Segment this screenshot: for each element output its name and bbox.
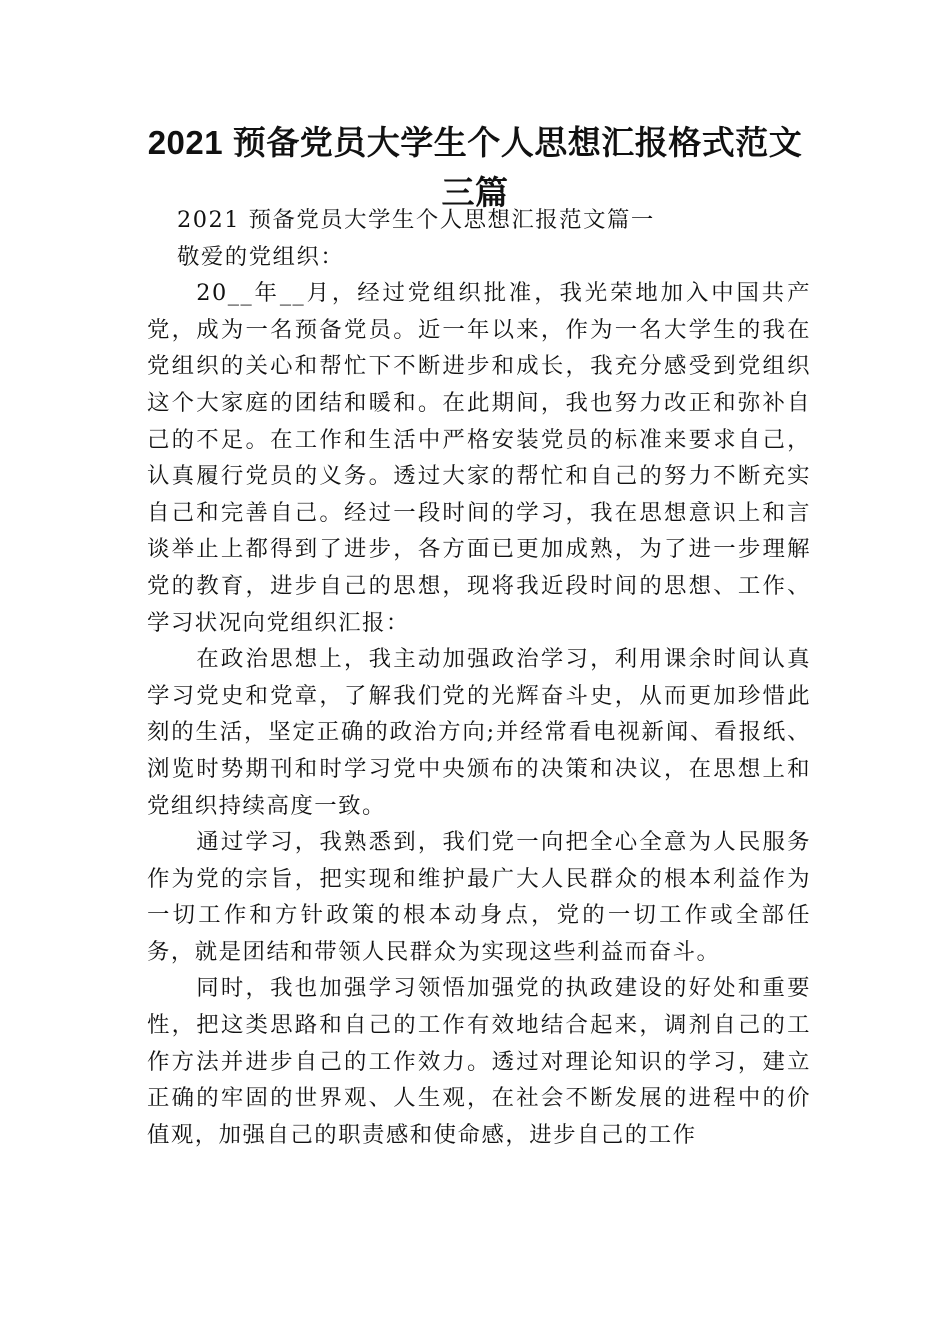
- title-line-1: 2021 预备党员大学生个人思想汇报格式范文: [147, 124, 803, 161]
- document-body: [147, 202, 811, 1153]
- paragraph-4: 同时，我也加强学习领悟加强党的执政建设的好处和重要性，把这类思路和自己的工作有效地结合起来，调剂自己的工作方法并进步自己的工作效力。透过对理论知识的学习，建立正确的牢固的世界观、人生观，在社会不断发展的进程中的价值观，加强自己的职责感和使命感，进步自己的工作: [147, 975, 811, 1148]
- section-subheading: 2021 预备党员大学生个人思想汇报范文篇一: [177, 207, 655, 233]
- salutation: 敬爱的党组织：: [177, 243, 345, 270]
- paragraph-1: 20__年__月，经过党组织批准，我光荣地加入中国共产党，成为一名预备党员。近一年以来，作为一名大学生的我在党组织的关心和帮忙下不断进步和成长，我充分感受到党组织这个大家庭的团结和暖和。在此期间，我也努力改正和弥补自己的不足。在工作和生活中严格安装党员的标准来要求自己，认真履行党员的义务。透过大家的帮忙和自己的努力不断充实自己和完善自己。经过一段时间的学习，我在思想意识上和言谈举止上都得到了进步，各方面已更加成熟，为了进一步理解党的教育，进步自己的思想，现将我近段时间的思想、工作、学习状况向党组织汇报：: [147, 280, 811, 636]
- title-line-2: 三篇: [441, 174, 509, 211]
- paragraph-2: 在政治思想上，我主动加强政治学习，利用课余时间认真学习党史和党章，了解我们党的光辉奋斗史，从而更加珍惜此刻的生活，坚定正确的政治方向;并经常看电视新闻、看报纸、浏览时势期刊和时学习党中央颁布的决策和决议，在思想上和党组织持续高度一致。: [147, 646, 811, 819]
- paragraph-3: 通过学习，我熟悉到，我们党一向把全心全意为人民服务作为党的宗旨，把实现和维护最广大人民群众的根本利益作为一切工作和方针政策的根本动身点，党的一切工作或全部任务，就是团结和带领人民群众为实现这些利益而奋斗。: [147, 829, 811, 965]
